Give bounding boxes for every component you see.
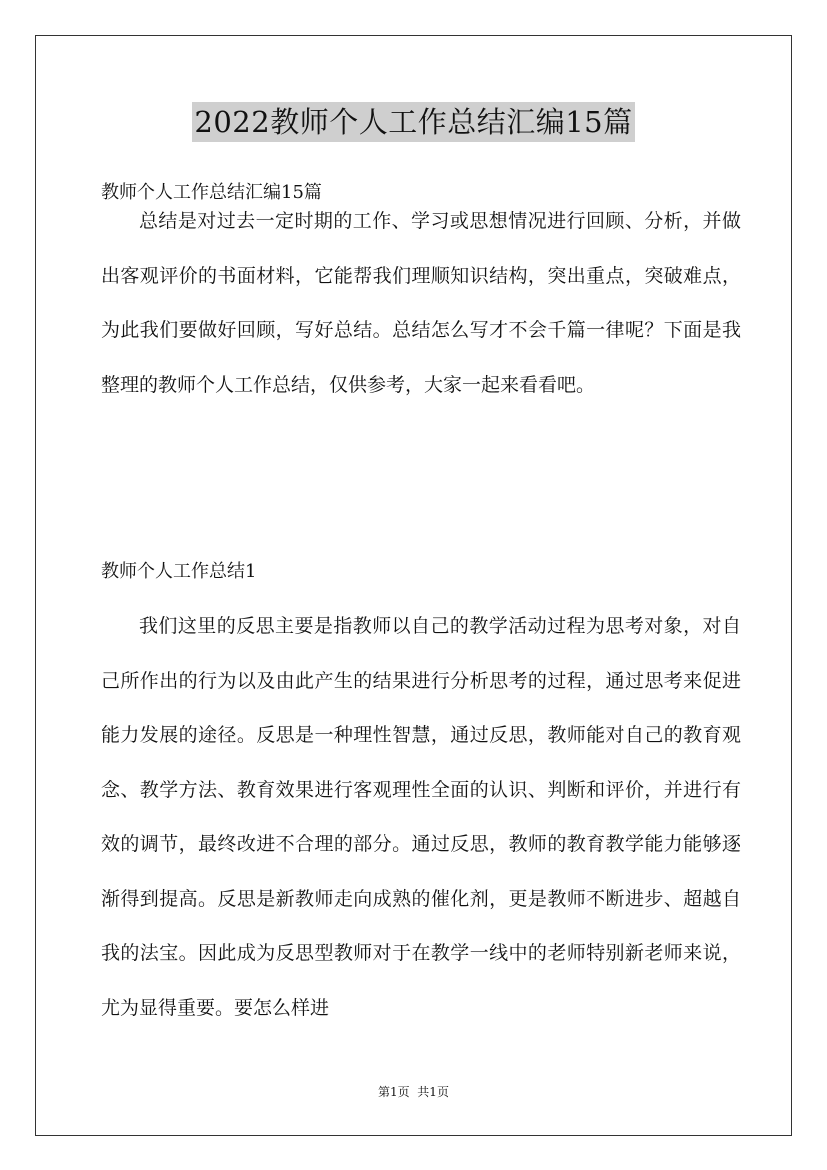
title-container <box>0 102 827 142</box>
document-title: 2022教师个人工作总结汇编15篇 <box>192 102 634 142</box>
section-paragraph: 我们这里的反思主要是指教师以自己的教学活动过程为思考对象，对自己所作出的行为以及由此产生的结果进行分析思考的过程，通过思考来促进能力发展的途径。反思是一种理性智慧，通过反思，教师能对自己的教育观念、教学方法、教育效果进行客观理性全面的认识、判断和评价，并进行有效的调节，最终改进不合理的部分。通过反思，教师的教育教学能力能够逐渐得到提高。反思是新教师走向成熟的催化剂，更是教师不断进步、超越自我的法宝。因此成为反思型教师对于在教学一线中的老师特别新老师来说，尤为显得重要。要怎么样进 <box>101 615 741 1019</box>
page-footer: 第1页 共1页 <box>378 1085 449 1099</box>
intro-paragraph: 总结是对过去一定时期的工作、学习或思想情况进行回顾、分析，并做出客观评价的书面材料，它能帮我们理顺知识结构，突出重点，突破难点，为此我们要做好回顾，写好总结。总结怎么写才不会千篇一律呢？下面是我整理的教师个人工作总结，仅供参考，大家一起来看看吧。 <box>101 210 741 396</box>
document-subtitle: 教师个人工作总结汇编15篇 <box>101 182 322 203</box>
section-heading: 教师个人工作总结1 <box>101 561 257 582</box>
